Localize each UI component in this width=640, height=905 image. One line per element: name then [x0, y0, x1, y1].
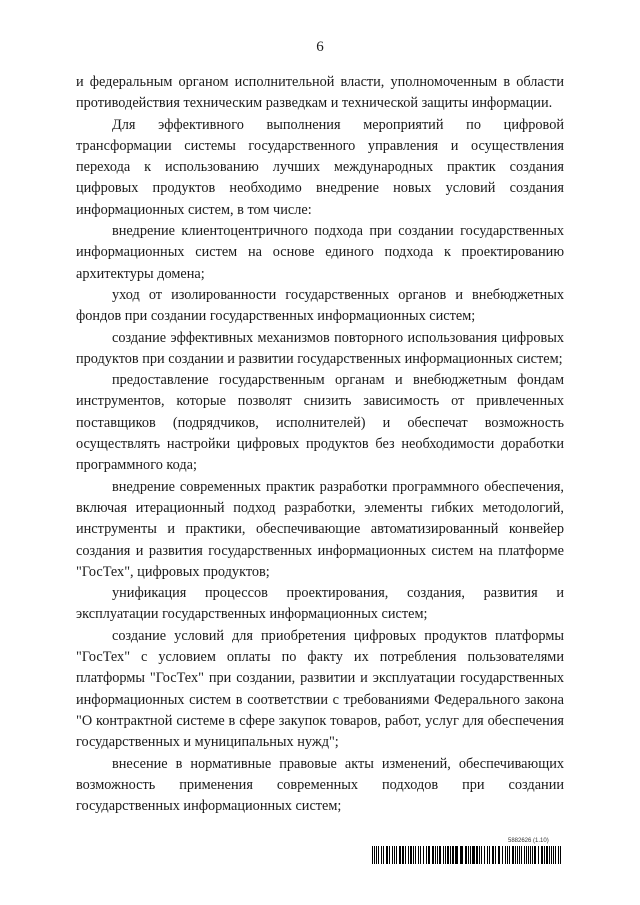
- barcode-bar: [381, 846, 382, 864]
- barcode-bar: [541, 846, 543, 864]
- barcode-bar: [386, 846, 388, 864]
- barcode-bar: [481, 846, 482, 864]
- list-item: внедрение клиентоцентричного подхода при создании государственных информационных систем на основе единого подхода к проектированию архитектуры домена;: [76, 223, 564, 282]
- barcode-bar: [509, 846, 510, 864]
- barcode-bar: [450, 846, 451, 864]
- barcode-bar: [534, 846, 536, 864]
- barcode-bar: [538, 846, 539, 864]
- paragraph-intro: Для эффективного выполнения мероприятий по цифровой трансформации системы государственного управления и осуществления перехода к использованию лучших международных практик создания цифровых продуктов необходимо внедрение новых условий создания информационных систем, в том числе:: [76, 116, 564, 218]
- barcode-bar: [392, 846, 393, 864]
- barcode-bar: [452, 846, 454, 864]
- barcode-bar: [378, 846, 379, 864]
- barcode-bar: [428, 846, 430, 864]
- barcode-bar: [524, 846, 525, 864]
- barcode-bar: [495, 846, 496, 864]
- barcode-bar: [498, 846, 500, 864]
- barcode-bar: [423, 846, 424, 864]
- barcode-bar: [372, 846, 373, 864]
- barcode-bar: [558, 846, 559, 864]
- barcode-bar: [546, 846, 548, 864]
- barcode-bar: [468, 846, 469, 864]
- list-item: уход от изолированности государственных органов и внебюджетных фондов при создании государственных информационных систем;: [76, 286, 564, 325]
- barcode-bar: [445, 846, 446, 864]
- barcode-bar: [465, 846, 467, 864]
- list-item: создание эффективных механизмов повторного использования цифровых продуктов при создании и развитии государственных информационных систем;: [76, 329, 564, 367]
- barcode-bar: [551, 846, 552, 864]
- barcode-bar: [528, 846, 529, 864]
- barcode-bar: [405, 846, 406, 864]
- barcode-bar: [470, 846, 471, 864]
- barcode-bar: [376, 846, 377, 864]
- barcode-bar: [426, 846, 427, 864]
- barcode-bar: [383, 846, 384, 864]
- list-item: внедрение современных практик разработки программного обеспечения, включая итерационный подход разработки, элементы гибких методологий, инструменты и практики, обеспечивающие автоматизированный конвейер создания и развития государственных информационных систем на платформе "ГосТех", цифровых продуктов;: [76, 478, 564, 580]
- barcode-bar: [420, 846, 421, 864]
- barcode-bar: [502, 846, 503, 864]
- barcode-icon: [372, 846, 564, 864]
- barcode-bar: [526, 846, 527, 864]
- barcode-bar: [512, 846, 514, 864]
- barcode-bar: [374, 846, 375, 864]
- barcode-bar: [437, 846, 438, 864]
- page-number: 6: [316, 39, 324, 55]
- barcode-bar: [517, 846, 518, 864]
- barcode-bar: [544, 846, 545, 864]
- barcode-bar: [492, 846, 494, 864]
- barcode-bar: [396, 846, 397, 864]
- list-item: предоставление государственным органам и внебюджетным фондам инструментов, которые позволят снизить зависимость от привлеченных поставщиков (подрядчиков, исполнителей) и обеспечат возможность осуществлять настройки цифровых продуктов без необходимости доработки программного кода;: [76, 372, 564, 474]
- barcode-bar: [532, 846, 533, 864]
- barcode-bar: [521, 846, 522, 864]
- barcode-bar: [455, 846, 458, 864]
- barcode-bar: [484, 846, 485, 864]
- barcode-bar: [519, 846, 520, 864]
- barcode-bar: [413, 846, 414, 864]
- barcode-bar: [447, 846, 449, 864]
- barcode-bar: [443, 846, 444, 864]
- document-code: 5882626 (1.10): [508, 838, 549, 844]
- list-item: создание условий для приобретения цифровых продуктов платформы "ГосТех" с условием оплаты по факту их потребления пользователями платформы "ГосТех" при создании, развитии и эксплуатации государственных информационных систем в соответствии с требованиями Федерального закона "О контрактной системе в сфере закупок товаров, работ, услуг для обеспечения государственных и муниципальных нужд";: [76, 627, 564, 751]
- barcode-bar: [408, 846, 409, 864]
- barcode-bar: [553, 846, 554, 864]
- barcode-bar: [418, 846, 419, 864]
- barcode-bar: [505, 846, 506, 864]
- barcode-bar: [489, 846, 490, 864]
- barcode-bar: [415, 846, 416, 864]
- barcode-bar: [555, 846, 556, 864]
- barcode-bar: [507, 846, 508, 864]
- barcode-bar: [432, 846, 434, 864]
- paragraph-continuation: и федеральным органом исполнительной власти, уполномоченным в области противодействия техническим разведкам и технической защиты информации.: [76, 74, 564, 112]
- barcode-bar: [460, 846, 463, 864]
- barcode-bar: [560, 846, 561, 864]
- barcode-bar: [479, 846, 480, 864]
- list-item: унификация процессов проектирования, создания, развития и эксплуатации государственных информационных систем;: [76, 585, 564, 623]
- barcode-bar: [487, 846, 488, 864]
- barcode-bar: [399, 846, 401, 864]
- barcode-bar: [472, 846, 475, 864]
- barcode-bar: [530, 846, 531, 864]
- barcode-bar: [394, 846, 395, 864]
- list-item: внесение в нормативные правовые акты изменений, обеспечивающих возможность применения современных подходов при создании государственных информационных систем;: [76, 755, 564, 815]
- barcode-bar: [389, 846, 390, 864]
- barcode-bar: [439, 846, 441, 864]
- barcode-bar: [549, 846, 550, 864]
- barcode-bar: [410, 846, 412, 864]
- barcode-bar: [476, 846, 478, 864]
- barcode-bar: [402, 846, 404, 864]
- barcode-bar: [515, 846, 516, 864]
- barcode-bar: [435, 846, 436, 864]
- document-body: [76, 72, 564, 817]
